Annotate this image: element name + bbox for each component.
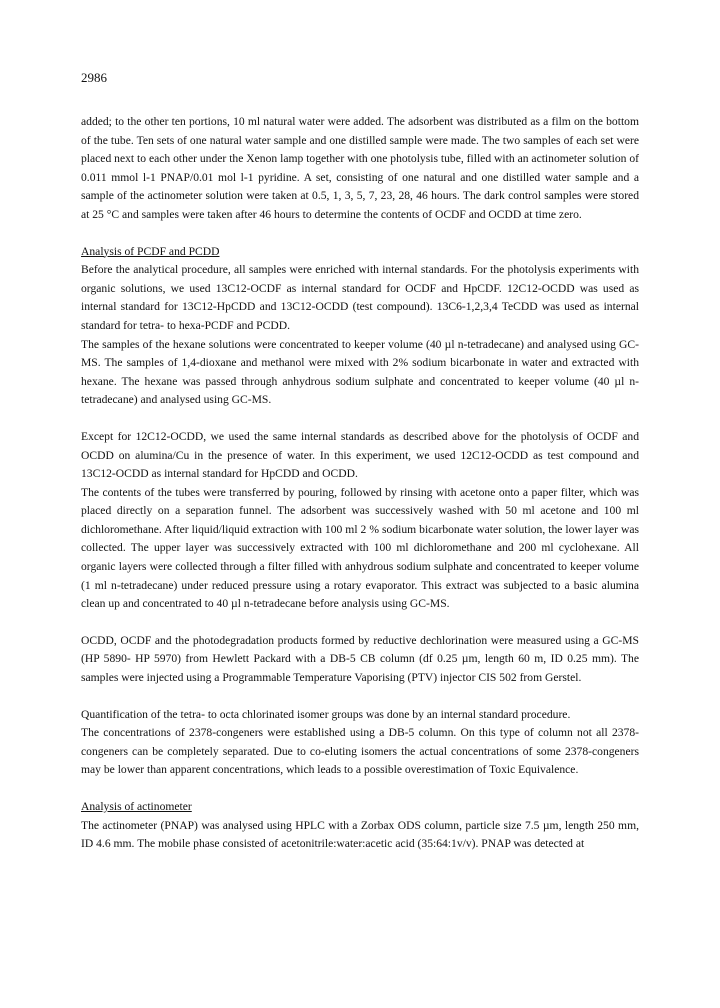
- page-number: 2986: [81, 70, 107, 85]
- pcdf-paragraph-5: OCDD, OCDF and the photodegradation products formed by reductive dechlorination were measured using a GC-MS (HP 5890- HP 5970) from Hewlett Packard with a DB-5 CB column (df 0.25 µm, length 60 m, ID 0.25 mm). The samples were injected using a Programmable Temperature Vaporising (PTV) injector CIS 502 from Gerstel.: [81, 633, 639, 685]
- spacer: [81, 410, 639, 428]
- pcdf-paragraph-4: The contents of the tubes were transferred by pouring, followed by rinsing with acetone onto a paper filter, which was placed directly on a separation funnel. The adsorbent was successively washed with 50 ml acetone and 100 ml dichloromethane. After liquid/liquid extraction with 100 ml 2 % sodium bicarbonate water solution, the lower layer was collected. The upper layer was successively extracted with 100 ml dichloromethane and 200 ml cyclohexane. All organic layers were collected through a filter filled with anhydrous sodium sulphate and concentrated to keeper volume (1 ml n-tetradecane) under reduced pressure using a rotary evaporator. This extract was subjected to a basic alumina clean up and concentrated to 40 µl n-tetradecane before analysis using GC-MS.: [81, 485, 639, 611]
- pcdf-paragraph-1: Before the analytical procedure, all samples were enriched with internal standards. For the photolysis experiments with organic solutions, we used 13C12-OCDF as internal standard for OCDF and HpCDF. 12C12-OCDD was used as internal standard for 13C12-HpCDD and 13C12-OCDD (test compound). 13C6-1,2,3,4 TeCDD was used as internal standard for tetra- to hexa-PCDF and PCDD.: [81, 263, 639, 332]
- pcdf-paragraph-2: The samples of the hexane solutions were concentrated to keeper volume (40 µl n-tetradecane) and analysed using GC-MS. The samples of 1,4-dioxane and methanol were mixed with 2% sodium bicarbonate in water and extracted with hexane. The hexane was passed through anhydrous sodium sulphate and concentrated to keeper volume (40 µl n-tetradecane) and analysed using GC-MS.: [81, 337, 639, 407]
- spacer: [81, 780, 639, 798]
- actinometer-paragraph-1: The actinometer (PNAP) was analysed using HPLC with a Zorbax ODS column, particle size 7.5 µm, length 250 mm, ID 4.6 mm. The mobile phase consisted of acetonitrile:water:acetic acid (35:64:1v/v). PNAP was detected at: [81, 818, 639, 851]
- spacer: [81, 614, 639, 632]
- spacer: [81, 688, 639, 706]
- pcdf-paragraph-6: Quantification of the tetra- to octa chlorinated isomer groups was done by an internal standard procedure.: [81, 707, 571, 721]
- section-heading-actinometer: Analysis of actinometer: [81, 800, 192, 813]
- pcdf-paragraph-7: The concentrations of 2378-congeners were established using a DB-5 column. On this type of column not all 2378-congeners can be completely separated. Due to co-eluting isomers the actual concentrations of some 2378-congeners may be lower than apparent concentrations, which leads to a possible overestimation of Toxic Equivalence.: [81, 726, 639, 777]
- intro-paragraph: added; to the other ten portions, 10 ml natural water were added. The adsorbent was distributed as a film on the bottom of the tube. Ten sets of one natural water sample and one distilled sample were made. The two samples of each set were placed next to each other under the Xenon lamp together with one photolysis tube, filled with an actinometer solution of 0.011 mmol l-1 PNAP/0.01 mol l-1 pyridine. A set, consisting of one natural and one distilled water sample and a sample of the actinometer solution were taken at 0.5, 1, 3, 5, 7, 23, 28, 46 hours. The dark control samples were stored at 25 °C and samples were taken after 46 hours to determine the contents of OCDF and OCDD at time zero.: [81, 115, 639, 221]
- page-body: [81, 113, 639, 854]
- section-heading-pcdf: Analysis of PCDF and PCDD: [81, 244, 220, 258]
- pcdf-paragraph-3: Except for 12C12-OCDD, we used the same internal standards as described above for the photolysis of OCDF and OCDD on alumina/Cu in the presence of water. In this experiment, we used 12C12-OCDD as test compound and 13C12-OCDD as internal standard for HpCDD and OCDD.: [81, 429, 639, 481]
- spacer: [81, 225, 639, 243]
